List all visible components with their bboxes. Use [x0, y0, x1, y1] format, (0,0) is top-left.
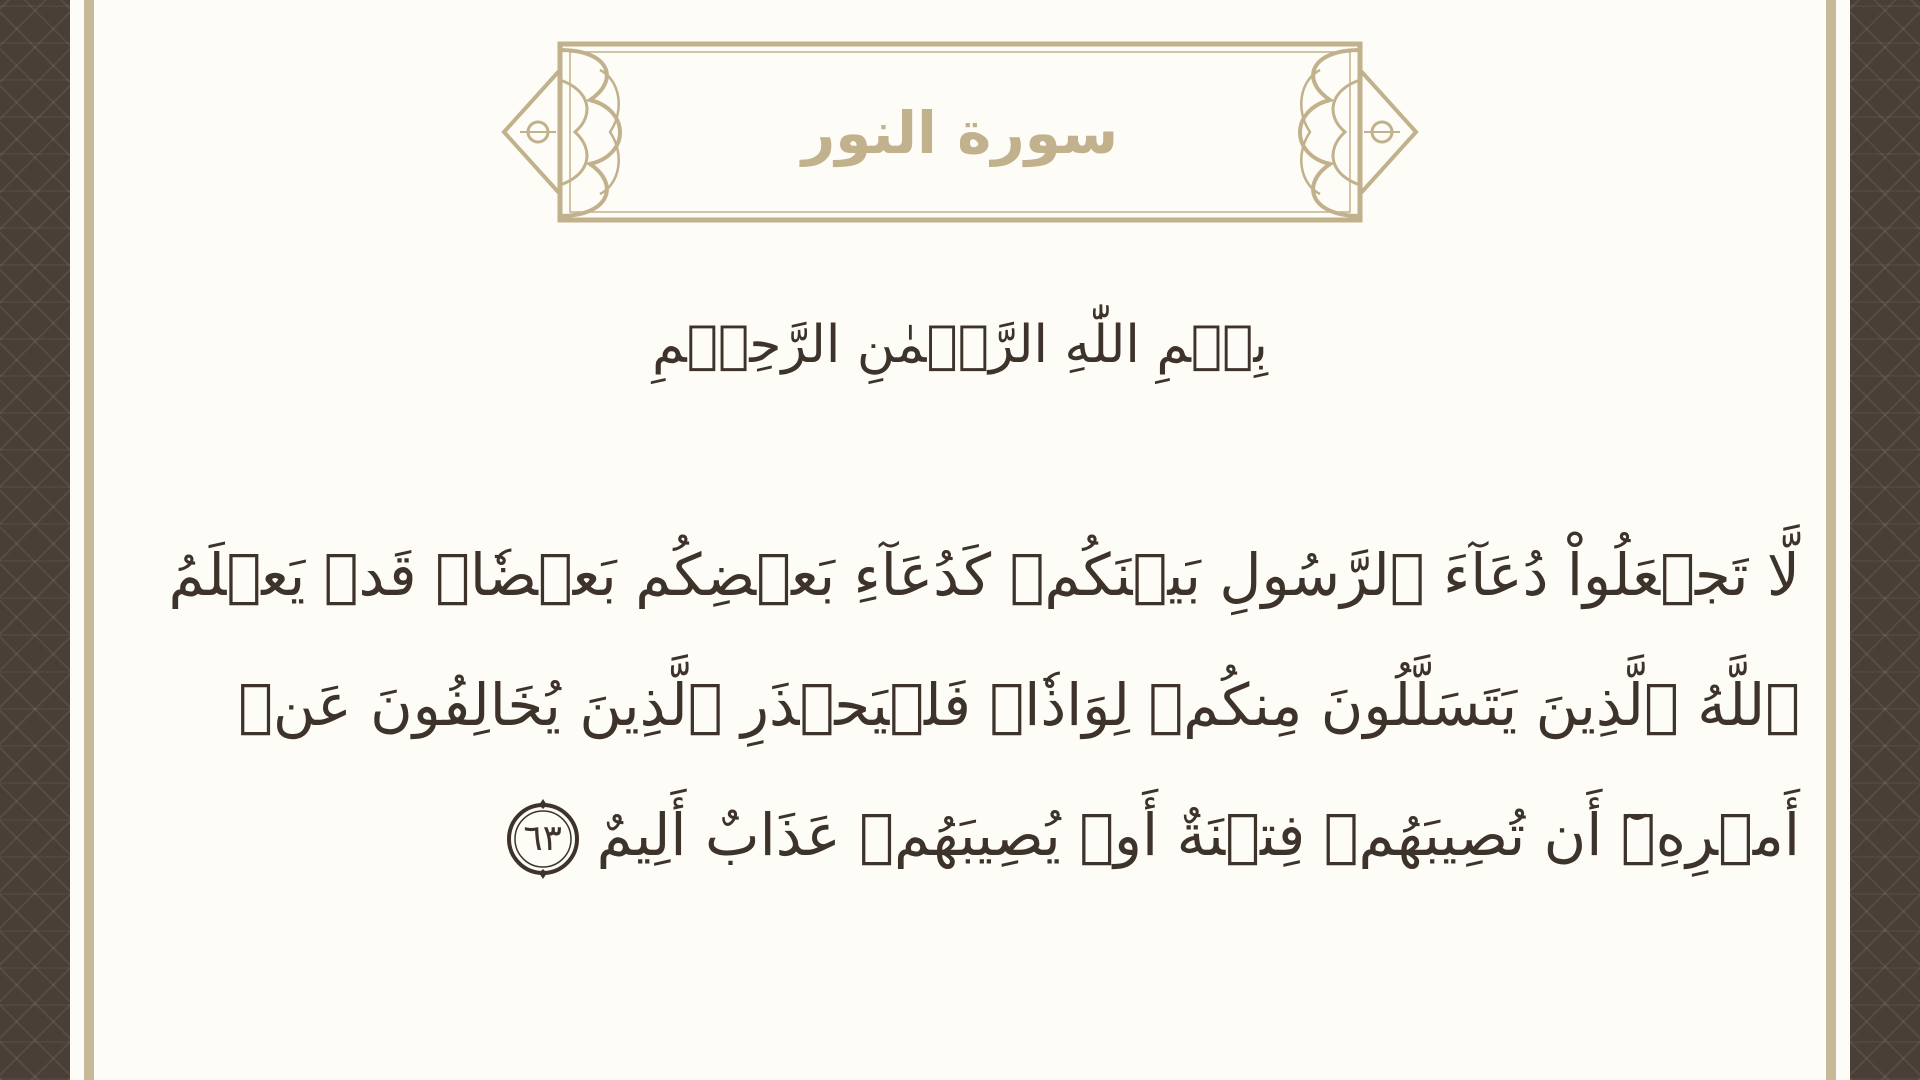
surah-title: سورة النور	[801, 99, 1119, 167]
right-ornamental-border	[1850, 0, 1920, 1080]
surah-title-frame	[500, 40, 1420, 230]
basmala: بِسۡمِ اللّٰهِ الرَّحۡمٰنِ الرَّحِيۡمِ	[652, 315, 1268, 375]
left-gold-rule	[84, 0, 94, 1080]
verse-line-3-text: أَمۡرِهِۦٓ أَن تُصِيبَهُمۡ فِتۡنَةٌ أَوۡ يُصِيبَهُمۡ عَذَابٌ أَلِيمٌ	[596, 801, 1800, 869]
ayah-number: ٦٣	[523, 817, 562, 859]
verse-text	[168, 510, 1800, 900]
left-ornamental-border	[0, 0, 70, 1080]
verse-line-3	[300, 770, 1800, 900]
right-gold-rule	[1826, 0, 1836, 1080]
ayah-end-marker	[503, 799, 583, 879]
verse-line-1: لَّا تَجۡعَلُواْ دُعَآءَ ٱلرَّسُولِ بَيۡنَكُمۡ كَدُعَآءِ بَعۡضِكُم بَعۡضٗاۚ قَدۡ يَعۡلَمُ	[168, 541, 1800, 609]
verse-line-2: ٱللَّهُ ٱلَّذِينَ يَتَسَلَّلُونَ مِنكُمۡ لِوَاذٗاۚ فَلۡيَحۡذَرِ ٱلَّذِينَ يُخَالِفُونَ عَنۡ	[238, 671, 1800, 739]
